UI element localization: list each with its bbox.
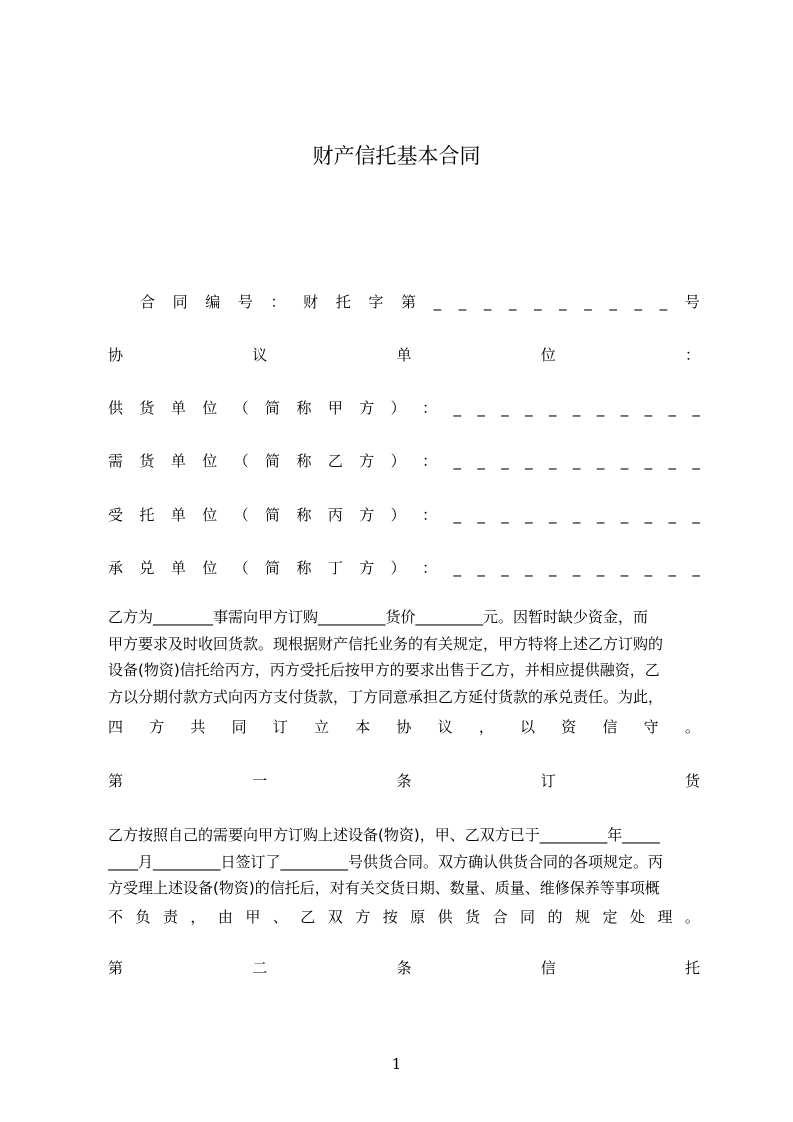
glyph: _ [549,452,557,470]
glyph: 本 [355,718,371,736]
glyph: 托 [684,959,700,977]
glyph: （ [233,452,249,470]
glyph: 称 [296,452,312,470]
glyph: _ [620,399,629,417]
glyph: 理 [657,908,673,926]
glyph: 同 [231,718,247,736]
glyph: 简 [265,506,281,524]
glyph: _ [549,399,557,417]
glyph: _ [534,293,542,311]
glyph: _ [477,452,485,470]
glyph: 。 [684,718,700,736]
glyph: 订 [272,718,288,736]
glyph: _ [549,506,557,524]
article-1-paragraph [108,822,700,902]
glyph: ： [422,399,438,417]
article-1-heading [108,771,700,791]
glyph: _ [609,293,617,311]
glyph: （ [233,506,249,524]
glyph: ） [390,452,406,470]
glyph: 托 [139,506,155,524]
glyph: _ [572,559,581,577]
glyph: 同 [520,908,536,926]
glyph: 条 [396,959,412,977]
glyph: 。 [684,908,700,926]
party-c-line [108,505,700,525]
document-title: 财产信托基本合同 [312,144,481,168]
glyph: 议 [437,718,453,736]
glyph: 单 [170,452,186,470]
glyph: ： [422,452,438,470]
glyph: _ [525,399,533,417]
glyph: 位 [202,506,218,524]
glyph: _ [501,506,509,524]
glyph: 由 [217,908,233,926]
glyph: ， [478,718,494,736]
glyph: 负 [135,908,151,926]
glyph: 二 [252,959,268,977]
glyph: ： [422,559,438,577]
glyph: 号 [237,293,253,311]
glyph: 称 [296,559,312,577]
article-2-heading [108,958,700,978]
glyph: _ [692,399,700,417]
glyph: _ [453,559,461,577]
glyph: 托 [335,293,351,311]
glyph: _ [584,293,592,311]
glyph: 方 [359,506,375,524]
glyph: _ [620,506,629,524]
glyph: 位 [202,399,218,417]
glyph: _ [477,559,485,577]
glyph: 立 [314,718,330,736]
glyph: 甲 [327,399,343,417]
glyph: 字 [368,293,384,311]
glyph: 方 [359,559,375,577]
glyph: _ [596,506,605,524]
glyph: _ [453,399,461,417]
glyph: 兑 [139,559,155,577]
glyph: 一 [252,772,268,790]
glyph: 单 [170,506,186,524]
glyph: 、 [272,908,288,926]
glyph: 称 [296,506,312,524]
glyph: ） [390,399,406,417]
glyph: 第 [108,959,124,977]
intro-line: 方以分期付款方式向丙方支付货款，丁方同意承担乙方延付货款的承兑责任。为此， [108,687,664,706]
glyph: 议 [252,346,268,364]
glyph: 货 [465,908,481,926]
glyph: 订 [540,772,556,790]
glyph: _ [525,506,533,524]
glyph: 方 [359,452,375,470]
glyph: 货 [139,399,155,417]
glyph: _ [572,506,581,524]
glyph: _ [634,293,642,311]
article-1-line: 乙方按照自己的需要向甲方订购上述设备(物资)，甲、乙双方已于_________年_____ [108,826,660,844]
glyph: （ [233,559,249,577]
glyph: 甲 [245,908,261,926]
glyph: 协 [396,718,412,736]
glyph: _ [692,506,700,524]
glyph: 方 [359,399,375,417]
glyph: 乙 [300,908,316,926]
glyph: _ [453,506,461,524]
glyph: _ [549,559,557,577]
contract-number-line [140,292,700,312]
glyph: _ [644,452,653,470]
glyph: 第 [401,293,417,311]
glyph: 简 [265,452,281,470]
glyph: _ [668,559,676,577]
glyph: 位 [202,452,218,470]
glyph: 编 [205,293,221,311]
agreement-units-line [108,345,700,365]
glyph: _ [483,293,492,311]
glyph: 货 [139,452,155,470]
glyph: ） [390,559,406,577]
glyph: _ [692,452,700,470]
glyph: 受 [108,506,124,524]
glyph: ： [270,293,286,311]
glyph: _ [596,399,605,417]
page-number: 1 [391,1055,402,1073]
glyph: _ [559,293,567,311]
glyph: 同 [172,293,188,311]
glyph: 按 [382,908,398,926]
glyph: _ [668,452,676,470]
glyph: （ [233,399,249,417]
glyph: 以 [520,718,536,736]
glyph: 货 [684,772,700,790]
glyph: _ [620,559,629,577]
glyph: 丁 [327,559,343,577]
glyph: 不 [108,908,124,926]
glyph: ： [684,346,700,364]
glyph: _ [525,452,533,470]
article-1-line: ____月_________日签订了_________号供货合同。双方确认供货合同的各项规定。丙 [108,852,664,871]
glyph: 的 [547,908,563,926]
glyph: _ [458,293,467,311]
glyph: 原 [410,908,426,926]
glyph: _ [644,559,653,577]
party-a-line [108,398,700,418]
glyph: 信 [602,718,618,736]
glyph: _ [596,452,605,470]
glyph: _ [644,399,653,417]
glyph: _ [668,506,676,524]
glyph: 合 [140,293,156,311]
glyph: 共 [190,718,206,736]
article-1-last-line [108,907,700,927]
glyph: _ [525,559,533,577]
glyph: 第 [108,772,124,790]
article-1-line: 方受理上述设备(物资)的信托后，对有关交货日期、数量、质量、维修保养等事项概 [108,879,660,897]
party-b-line [108,451,700,471]
glyph: 资 [561,718,577,736]
glyph: _ [477,399,485,417]
glyph: _ [620,452,629,470]
intro-last-line [108,717,700,737]
glyph: 方 [355,908,371,926]
glyph: _ [659,293,668,311]
glyph: 规 [574,908,590,926]
glyph: _ [501,452,509,470]
glyph: _ [572,452,581,470]
intro-line: 乙方为________事需向甲方订购_________货价_________元。因暂时缺少资金，而 [108,608,649,626]
glyph: 财 [303,293,319,311]
glyph: 位 [540,346,556,364]
glyph: ： [422,506,438,524]
glyph: 责 [162,908,178,926]
glyph: 单 [170,399,186,417]
glyph: 条 [396,772,412,790]
party-d-line [108,558,700,578]
glyph: 定 [602,908,618,926]
glyph: 双 [327,908,343,926]
glyph: _ [668,399,676,417]
glyph: 位 [202,559,218,577]
glyph: 方 [149,718,165,736]
intro-line: 甲方要求及时收回货款。现根据财产信托业务的有关规定，甲方特将上述乙方订购的 [108,634,664,653]
glyph: _ [453,452,461,470]
glyph: 协 [108,346,124,364]
glyph: 称 [296,399,312,417]
glyph: 信 [540,959,556,977]
glyph: _ [572,399,581,417]
glyph: 合 [492,908,508,926]
glyph: _ [508,293,517,311]
glyph: 简 [265,559,281,577]
glyph: 单 [170,559,186,577]
glyph: ） [390,506,406,524]
glyph: 守 [643,718,659,736]
intro-paragraph [108,604,700,710]
glyph: 需 [108,452,124,470]
glyph: 号 [684,293,700,311]
glyph: _ [644,506,653,524]
glyph: 单 [396,346,412,364]
glyph: 四 [108,718,124,736]
glyph: 供 [437,908,453,926]
intro-line: 设备(物资)信托给丙方，丙方受托后按甲方的要求出售于乙方，并相应提供融资，乙 [108,661,660,679]
glyph: _ [433,293,442,311]
glyph: 乙 [327,452,343,470]
glyph: _ [477,506,485,524]
glyph: _ [596,559,605,577]
glyph: 简 [265,399,281,417]
glyph: 处 [629,908,645,926]
glyph: 承 [108,559,124,577]
glyph: _ [501,559,509,577]
glyph: ， [190,908,206,926]
glyph: 丙 [327,506,343,524]
glyph: _ [501,399,509,417]
glyph: _ [692,559,700,577]
glyph: 供 [108,399,124,417]
